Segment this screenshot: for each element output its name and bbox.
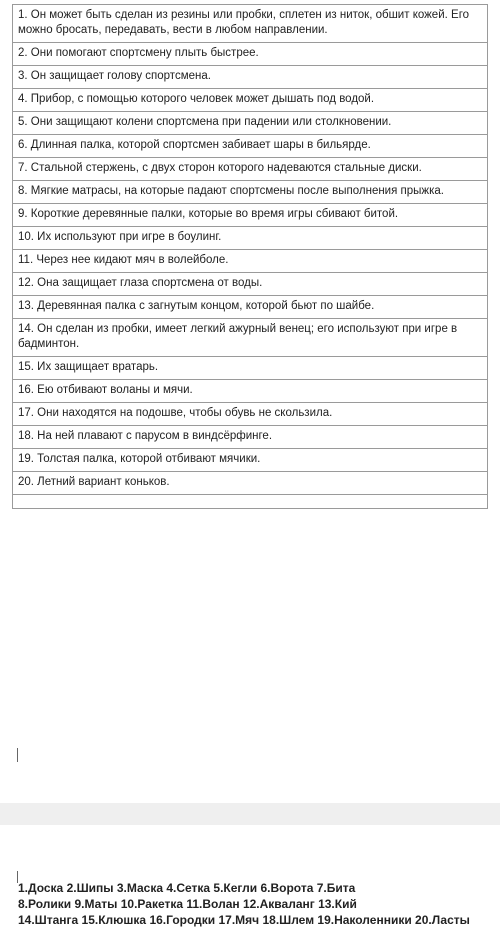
answers-block xyxy=(18,880,498,928)
riddle-row: 2. Они помогают спортсмену плыть быстрее. xyxy=(13,43,487,66)
riddle-row: 18. На ней плавают с парусом в виндсёрфинге. xyxy=(13,426,487,449)
riddle-row: 6. Длинная палка, которой спортсмен забивает шары в бильярде. xyxy=(13,135,487,158)
answers-line: 8.Ролики 9.Маты 10.Ракетка 11.Волан 12.Акваланг 13.Кий xyxy=(18,897,357,911)
riddles-table xyxy=(12,4,488,509)
riddle-row: 4. Прибор, с помощью которого человек может дышать под водой. xyxy=(13,89,487,112)
riddle-row: 12. Она защищает глаза спортсмена от воды. xyxy=(13,273,487,296)
answers-line: 1.Доска 2.Шипы 3.Маска 4.Сетка 5.Кегли 6.Ворота 7.Бита xyxy=(18,881,356,895)
riddle-row: 19. Толстая палка, которой отбивают мячики. xyxy=(13,449,487,472)
riddle-row: 11. Через нее кидают мяч в волейболе. xyxy=(13,250,487,273)
riddle-row: 15. Их защищает вратарь. xyxy=(13,357,487,380)
riddle-row: 5. Они защищают колени спортсмена при падении или столкновении. xyxy=(13,112,487,135)
riddle-row: 14. Он сделан из пробки, имеет легкий ажурный венец; его используют при игре в бадминтон. xyxy=(13,319,487,357)
riddle-row: 9. Короткие деревянные палки, которые во время игры сбивают битой. xyxy=(13,204,487,227)
empty-row xyxy=(13,495,487,509)
riddle-row: 16. Ею отбивают воланы и мячи. xyxy=(13,380,487,403)
riddle-row: 17. Они находятся на подошве, чтобы обувь не скользила. xyxy=(13,403,487,426)
text-cursor xyxy=(17,748,18,762)
riddle-row: 10. Их используют при игре в боулинг. xyxy=(13,227,487,250)
riddle-row: 3. Он защищает голову спортсмена. xyxy=(13,66,487,89)
riddle-row: 13. Деревянная палка с загнутым концом, которой бьют по шайбе. xyxy=(13,296,487,319)
riddle-row: 20. Летний вариант коньков. xyxy=(13,472,487,495)
riddle-row: 8. Мягкие матрасы, на которые падают спортсмены после выполнения прыжка. xyxy=(13,181,487,204)
riddle-row: 7. Стальной стержень, с двух сторон которого надеваются стальные диски. xyxy=(13,158,487,181)
answers-line: 14.Штанга 15.Клюшка 16.Городки 17.Мяч 18.Шлем 19.Наколенники 20.Ласты xyxy=(18,913,470,927)
divider-band xyxy=(0,803,500,825)
riddle-row: 1. Он может быть сделан из резины или пробки, сплетен из ниток, обшит кожей. Его можно бросать, передавать, вести в любом направлении. xyxy=(13,5,487,43)
